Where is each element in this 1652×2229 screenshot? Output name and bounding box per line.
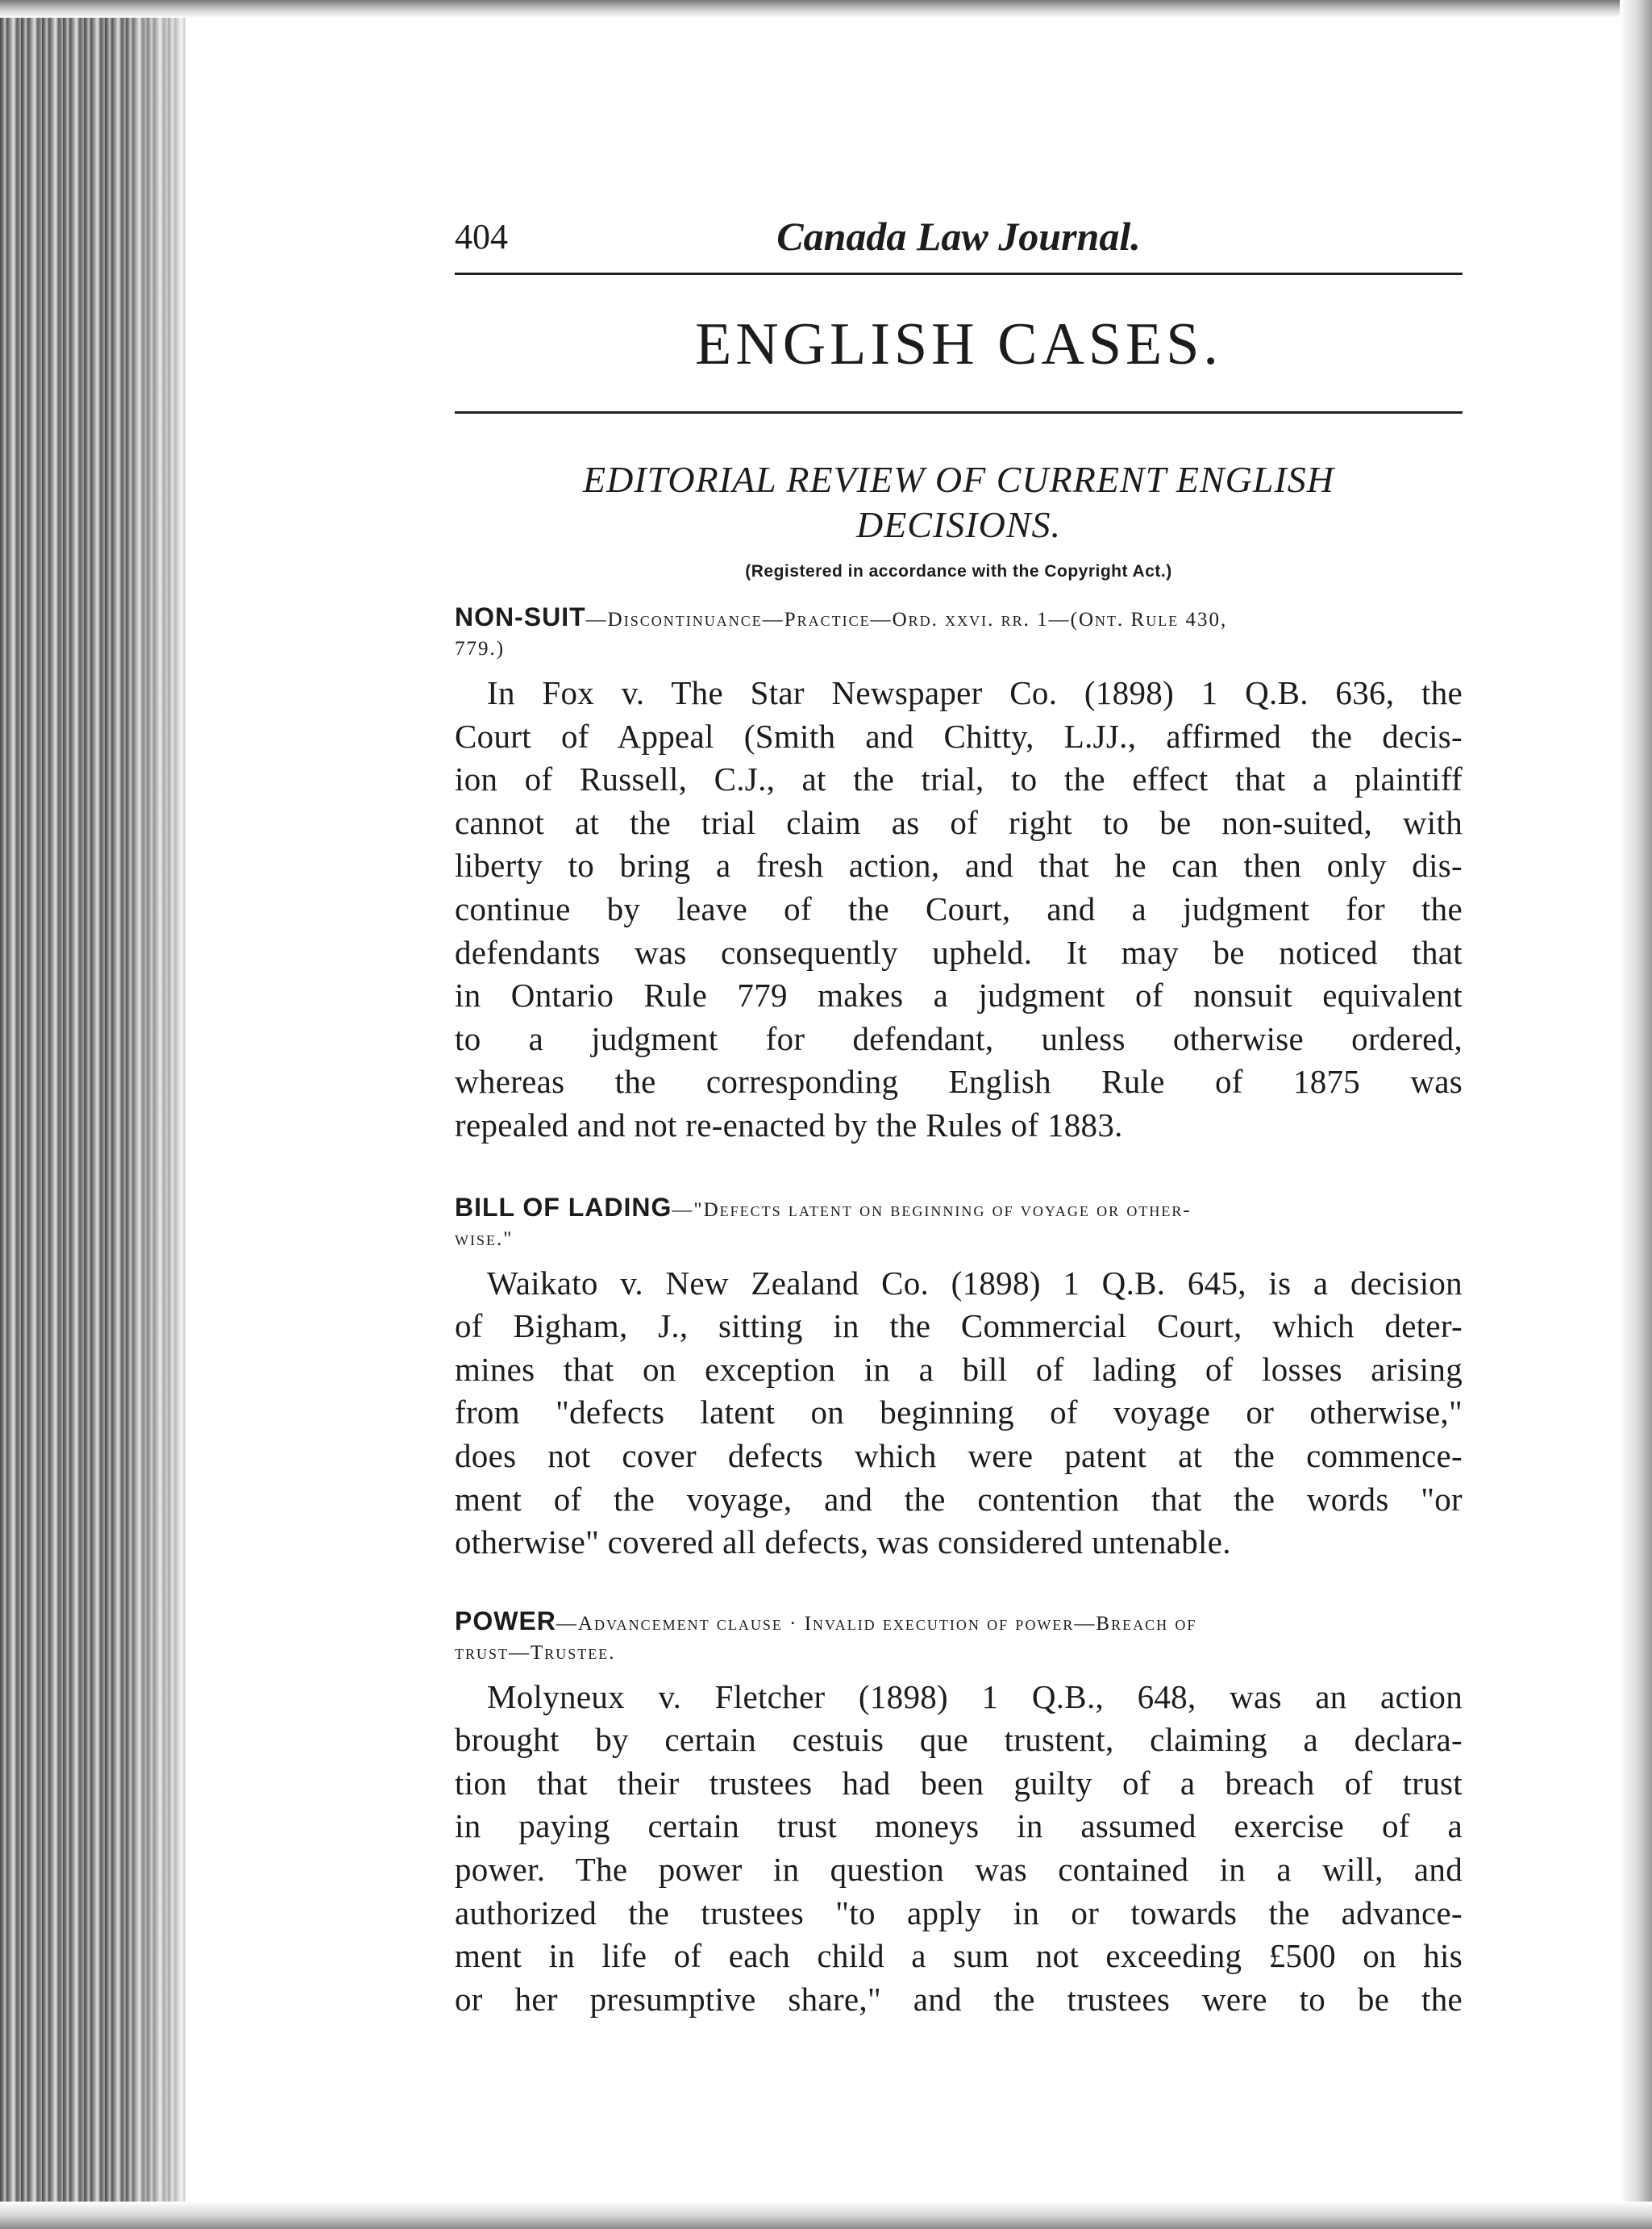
right-page-edge	[1620, 0, 1652, 2229]
text-line: ion of Russell, C.J., at the trial, to the effect that a plaintiff	[455, 760, 1463, 798]
top-page-edge	[0, 0, 1652, 18]
text-line: In Fox v. The Star Newspaper Co. (1898) 1 Q.B. 636, the	[487, 674, 1463, 711]
case-subheading-cont: trust—Trustee.	[455, 1641, 616, 1664]
case-heading	[455, 1193, 1463, 1254]
text-line: in Ontario Rule 779 makes a judgment of nonsuit equivalent	[455, 977, 1463, 1015]
case-heading	[455, 1606, 1463, 1668]
case-subheading: —Discontinuance—Practice—Ord. xxvi. rr. 1—(Ont. Rule 430,	[585, 609, 1228, 631]
text-line: Molyneux v. Fletcher (1898) 1 Q.B., 648, was an action	[487, 1677, 1463, 1715]
case-keyword: BILL OF LADING	[455, 1192, 672, 1222]
text-line: tion that their trustees had been guilty of a breach of trust	[455, 1764, 1463, 1802]
text-line: of Bigham, J., sitting in the Commercial Court, which deter-	[455, 1307, 1463, 1345]
text-line: mines that on exception in a bill of lading of losses arising	[455, 1350, 1463, 1388]
text-line: power. The power in question was contained in a will, and	[455, 1851, 1463, 1889]
running-head	[455, 208, 1463, 273]
text-line: continue by leave of the Court, and a judgment for the	[455, 890, 1463, 927]
review-title-line-1: EDITORIAL REVIEW OF CURRENT ENGLISH	[583, 459, 1334, 500]
text-line: ment in life of each child a sum not exceeding £500 on his	[455, 1937, 1463, 1975]
case-paragraph	[455, 1676, 1463, 2022]
copyright-note: (Registered in accordance with the Copyright Act.)	[745, 562, 1172, 581]
section-rule	[455, 411, 1463, 414]
case-heading	[455, 602, 1463, 664]
text-line: cannot at the trial claim as of right to be non-suited, with	[455, 803, 1463, 841]
case-power	[455, 1606, 1463, 2022]
bottom-page-edge	[0, 2202, 1652, 2229]
text-line: defendants was consequently upheld. It may be noticed that	[455, 933, 1463, 971]
text-line: ment of the voyage, and the contention that the words "or	[455, 1480, 1463, 1518]
text-line: brought by certain cestuis que trustent, claiming a declara-	[455, 1721, 1463, 1759]
binding-shadow	[121, 0, 250, 2229]
text-line: in paying certain trust moneys in assumed exercise of a	[455, 1807, 1463, 1845]
case-non-suit	[455, 602, 1463, 1148]
case-subheading-cont: 779.)	[455, 638, 506, 660]
text-line: otherwise" covered all defects, was considered untenable.	[455, 1523, 1231, 1561]
section-title: ENGLISH CASES.	[695, 311, 1222, 377]
review-title	[487, 457, 1430, 548]
case-bill-of-lading	[455, 1193, 1463, 1564]
journal-page	[455, 208, 1463, 2021]
case-subheading: —"Defects latent on beginning of voyage or other-	[672, 1198, 1192, 1221]
case-keyword: POWER	[455, 1606, 556, 1635]
text-line: liberty to bring a fresh action, and that he can then only dis-	[455, 847, 1463, 885]
text-line: authorized the trustees "to apply in or towards the advance-	[455, 1894, 1463, 1931]
text-line: does not cover defects which were patent at the commence-	[455, 1436, 1463, 1474]
review-title-line-2: DECISIONS.	[855, 504, 1062, 545]
text-line: Court of Appeal (Smith and Chitty, L.JJ., affirmed the decis-	[455, 717, 1463, 755]
case-paragraph	[455, 1262, 1463, 1564]
case-subheading-cont: wise."	[455, 1227, 514, 1250]
text-line: Waikato v. New Zealand Co. (1898) 1 Q.B. 645, is a decision	[487, 1264, 1463, 1302]
header-rule	[455, 273, 1463, 275]
case-subheading: —Advancement clause · Invalid execution of power—Breach of	[556, 1612, 1197, 1635]
case-keyword: NON-SUIT	[455, 602, 586, 631]
case-paragraph	[455, 672, 1463, 1148]
text-line: whereas the corresponding English Rule of 1875 was	[455, 1063, 1463, 1101]
text-line: from "defects latent on beginning of voyage or otherwise,"	[455, 1394, 1463, 1431]
text-line: to a judgment for defendant, unless otherwise ordered,	[455, 1019, 1463, 1057]
page-number: 404	[455, 217, 508, 256]
text-line: or her presumptive share," and the trustees were to be the	[455, 1980, 1463, 2018]
text-line: repealed and not re-enacted by the Rules of 1883.	[455, 1106, 1123, 1144]
journal-title: Canada Law Journal.	[776, 214, 1141, 259]
